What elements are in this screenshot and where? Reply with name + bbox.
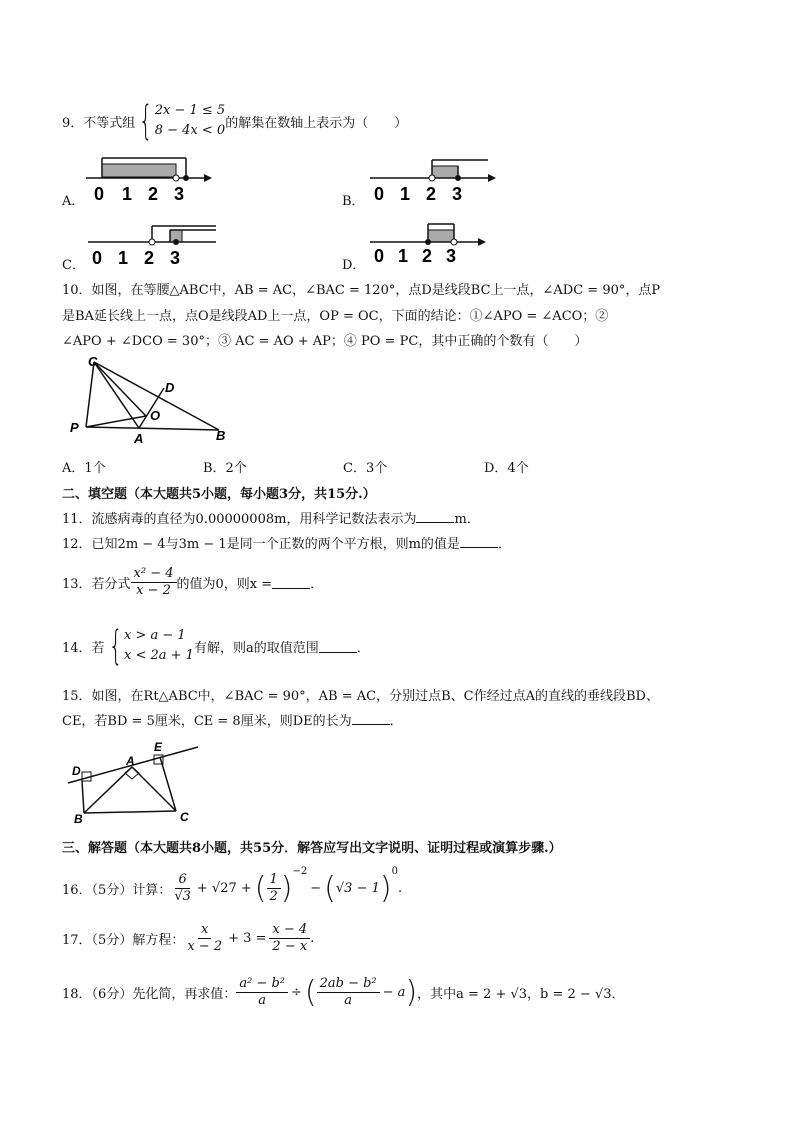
q17-frac2: $\frac{x - 4}{2 - x}$ — [269, 922, 310, 955]
q13-numerator: x² − 4 — [131, 566, 177, 583]
svg-text:3: 3 — [452, 184, 463, 204]
q12-after: ． — [497, 537, 511, 552]
q9-number-line-d — [368, 218, 518, 268]
q16-exp2: 0 — [391, 866, 398, 877]
svg-text:P: P — [70, 420, 79, 435]
svg-text:1: 1 — [398, 246, 409, 266]
svg-text:D: D — [165, 380, 175, 395]
q12 — [62, 533, 511, 552]
svg-text:0: 0 — [374, 184, 385, 204]
q14-ineq2: x < 2a + 1 — [124, 648, 194, 663]
q18-frac2: $\frac{\text{2ab − b²}}{a}$ — [317, 976, 380, 1009]
q14-mid: 有解，则a的取值范围 — [193, 640, 319, 656]
q13 — [62, 566, 323, 599]
svg-text:0: 0 — [94, 184, 105, 204]
q12-text: 12．已知2m − 4与3m − 1是同一个正数的两个平方根，则m的值是 — [62, 537, 460, 552]
q15-blank[interactable] — [352, 712, 390, 725]
q17-mid: + 3 = — [228, 930, 267, 946]
q15-line2 — [62, 710, 403, 729]
svg-text:3: 3 — [170, 248, 181, 268]
section3-heading: 三、解答题（本大题共8小题，共55分．解答应写出文字说明、证明过程或演算步骤.） — [62, 841, 562, 856]
q9-number-line-a — [84, 150, 239, 205]
q10-choice-d[interactable]: D．4个 — [484, 461, 529, 476]
svg-text:O: O — [150, 408, 161, 423]
q14 — [62, 623, 370, 669]
q18-prefix: 18．（6分）先化简，再求值： — [62, 986, 237, 1002]
q14-after: ． — [356, 640, 370, 656]
q14-system: { x > a − 1 x < 2a + 1 — [108, 623, 194, 669]
q15-after: ． — [389, 714, 403, 729]
q13-blank[interactable] — [272, 576, 310, 589]
q10-line1: 10．如图，在等腰△ABC中，AB = AC，∠BAC = 120°，点D是线段BC上一点，∠ADC = 90°，点P — [62, 283, 661, 298]
svg-text:3: 3 — [174, 184, 185, 204]
svg-text:0: 0 — [92, 248, 103, 268]
q18-minus-a: − a — [382, 984, 406, 1000]
svg-text:C: C — [88, 354, 98, 369]
svg-text:1: 1 — [122, 184, 133, 204]
q16-exp1: −2 — [292, 866, 308, 877]
q9-option-a[interactable] — [62, 150, 242, 209]
svg-text:1: 1 — [118, 248, 129, 268]
q13-fraction — [131, 566, 177, 599]
q9-system: { 2x − 1 ≤ 5 8 − 4x < 0 — [139, 98, 226, 144]
q9-option-d[interactable] — [342, 214, 512, 273]
svg-text:0: 0 — [374, 246, 385, 266]
q9-option-d-letter: D． — [342, 258, 366, 273]
q15-figure — [62, 735, 202, 825]
q10-choice-b[interactable]: B．2个 — [203, 461, 247, 476]
q9-number-line-c — [86, 216, 236, 268]
q17-after: . — [310, 930, 315, 946]
q16: 16．（5分）计算： $\frac{6}{√3}$ + √27 + ( $\frac{1}{2}$ ) $^{-2}$ − ( √3 − 1 ) $^0$ . — [62, 866, 403, 906]
svg-text:3: 3 — [446, 246, 457, 266]
q11-blank[interactable] — [416, 510, 454, 523]
q13-denominator: x − 2 — [136, 583, 171, 598]
q9-option-c[interactable] — [62, 214, 242, 273]
svg-text:D: D — [72, 764, 81, 778]
q18: 18．（6分）先化简，再求值： $\frac{\text{a² − b²}}{a}$ ÷ ( $\frac{\text{2ab − b²}}{a}$ − a ) ，其中a = 2 + √3，b = 2 − √3． — [62, 974, 625, 1010]
svg-text:E: E — [154, 740, 163, 754]
q15-line2-text: CE，若BD = 5厘米，CE = 8厘米，则DE的长为 — [62, 714, 352, 729]
q12-blank[interactable] — [460, 535, 498, 548]
q18-divide: ÷ — [290, 984, 302, 1000]
q16-term2: + √27 + — [196, 880, 252, 896]
svg-text:B: B — [74, 812, 83, 825]
svg-text:2: 2 — [148, 184, 159, 204]
q13-after: ． — [310, 577, 324, 592]
q11-after: m． — [454, 512, 480, 527]
q17-prefix: 17．（5分）解方程： — [62, 932, 185, 948]
q10-line2: 是BA延长线上一点，点O是线段AD上一点，OP = OC，下面的结论：①∠APO = ∠ACO；② — [62, 309, 609, 324]
q9-ineq1: 2x − 1 ≤ 5 — [154, 103, 226, 118]
q10-choice-c[interactable]: C．3个 — [343, 461, 388, 476]
q16-minus: − — [310, 880, 322, 896]
q13-mid: 的值为0，则x = — [176, 577, 273, 592]
q9-stem — [62, 100, 407, 142]
section2-heading: 二、填空题（本大题共5小题，每小题3分，共15分.） — [62, 487, 376, 502]
q9-option-b-letter: B． — [342, 194, 365, 209]
q9-number-line-b — [368, 154, 518, 206]
q9-option-a-letter: A． — [62, 194, 85, 209]
q10-choice-a[interactable]: A．1个 — [62, 461, 106, 476]
q17 — [62, 920, 314, 956]
q16-inner: √3 − 1 — [335, 880, 380, 896]
q16-fraction: $\frac{6}{√3}$ — [174, 871, 191, 904]
q15-line1: 15．如图，在Rt△ABC中，∠BAC = 90°，AB = AC，分别过点B、C作经过点A的直线的垂线段BD、 — [62, 689, 659, 704]
q9-suffix: 的解集在数轴上表示为（ ） — [225, 115, 408, 131]
svg-text:1: 1 — [400, 184, 411, 204]
svg-text:2: 2 — [422, 246, 433, 266]
q18-condition: ，其中a = 2 + √3，b = 2 − √3． — [417, 986, 625, 1002]
svg-text:B: B — [216, 428, 226, 443]
q14-ineq1: x > a − 1 — [124, 628, 186, 643]
svg-text:C: C — [180, 810, 189, 824]
svg-text:A: A — [134, 431, 144, 446]
q16-after: . — [397, 880, 403, 896]
q9-option-c-letter: C． — [62, 258, 85, 273]
q16-prefix: 16．（5分）计算： — [62, 882, 172, 898]
q10-line3: ∠APO + ∠DCO = 30°；③ AC = AO + AP；④ PO = PC，其中正确的个数有（ ） — [62, 334, 588, 349]
q13-prefix: 13．若分式 — [62, 577, 131, 592]
q16-half: $\frac{1}{2}$ — [267, 872, 281, 905]
svg-text:2: 2 — [144, 248, 155, 268]
q11 — [62, 508, 480, 527]
q14-prefix: 14．若 — [62, 640, 105, 656]
q11-text: 11．流感病毒的直径为0.00000008m，用科学记数法表示为 — [62, 512, 417, 527]
q17-frac1: $\frac{x}{x - 2}$ — [187, 921, 223, 954]
q9-option-b[interactable] — [342, 150, 512, 209]
q9-prefix: 9．不等式组 — [62, 115, 136, 131]
svg-text:A: A — [126, 754, 135, 768]
svg-text:2: 2 — [426, 184, 437, 204]
q9-ineq2: 8 − 4x < 0 — [154, 123, 226, 138]
q10-figure — [64, 352, 244, 448]
q18-frac1: $\frac{\text{a² − b²}}{a}$ — [236, 976, 288, 1009]
q14-blank[interactable] — [319, 640, 357, 653]
